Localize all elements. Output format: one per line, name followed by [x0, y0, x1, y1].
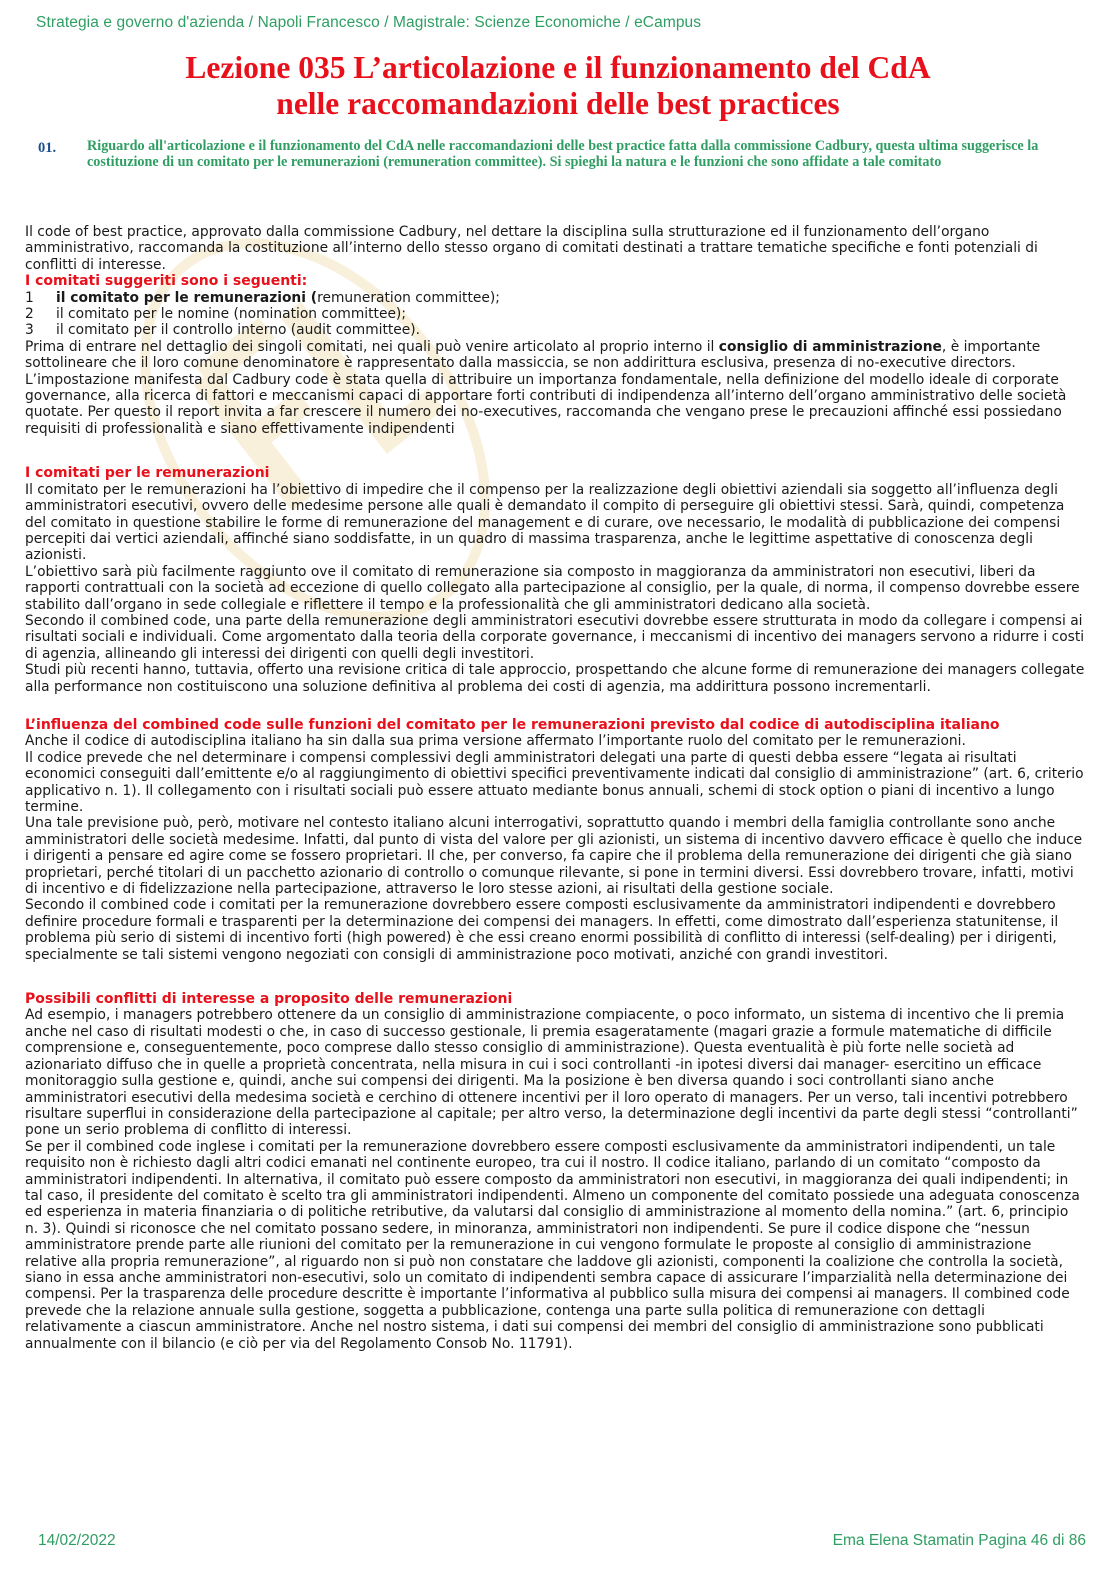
section-heading-conflitti: Possibili conflitti di interesse a proposito delle remunerazioni — [25, 991, 513, 1008]
answer-body — [25, 224, 1085, 1352]
footer-page-info: Ema Elena Stamatin Pagina 46 di 86 — [832, 1532, 1086, 1549]
running-header: Strategia e governo d'azienda / Napoli Francesco / Magistrale: Scienze Economiche / eCampus — [36, 14, 702, 31]
list-item-text: remuneration committee); — [317, 289, 500, 306]
list-item-number: 2 — [25, 306, 34, 323]
list-item-bold: il comitato per le remunerazioni ( — [56, 289, 318, 306]
paragraph: L’obiettivo sarà più facilmente raggiunto ove il comitato di remunerazione sia composto in maggioranza da amministratori non esecutivi, liberi da rapporti contrattuali con la società ad eccezione di quello collegato alla partecipazione al consiglio, per la quale, di norma, il compenso dovrebbe essere stabilito dall’organo in sede collegiale e riflettere il tempo e la professionalità che gli amministratori dedicano alla società. — [25, 563, 1080, 613]
intro-paragraph-2: Prima di entrare nel dettaglio dei singoli comitati, nei quali può venire articolato al proprio interno il consiglio di amministrazione, è importante sottolineare che il loro comune denominatore è rappresentato dalla massiccia, se non addirittura esclusiva, presenza di no-executive directors. L’impostazione manifesta dal Cadbury code è stata quella di attribuire un importanza fondamentale, nella definizione del modello ideale di corporate governance, alla ricerca di fattori e meccanismi capaci di apportare forti contributi di indipendenza all’interno dell’organo amministrativo delle società quotate. Per questo il report invita a far crescere il numero dei no-executives, raccomanda che vengano prese le precauzioni affinché essi possiedano requisiti di professionalità e siano effettivamente indipendenti — [25, 338, 1067, 437]
list-item — [25, 290, 1085, 306]
paragraph: Il codice prevede che nel determinare i compensi complessivi degli amministratori delegati una parte di questi debba essere “legata ai risultati economici conseguiti dall’emittente e/o al raggiungimento di obiettivi specifici preventivamente indicati dal consiglio di amministrazione” (art. 6, criterio applicativo n. 1). Il collegamento con i risultati sociali può essere attuato mediante bonus annuali, schemi di stock option o piani di incentivo a lungo termine. — [25, 749, 1084, 815]
section-heading-remunerazioni: I comitati per le remunerazioni — [25, 465, 270, 482]
paragraph: Secondo il combined code, una parte della remunerazione degli amministratori esecutivi dovrebbe essere strutturata in modo da collegare i compensi ai risultati sociali e individuali. Come argomentato dalla teoria della corporate governance, i meccanismi di incentivo dei managers servono a ridurre i costi di agenzia, allineando gli interessi dei dirigenti con quelli degli investitori. — [25, 612, 1085, 662]
list-item-text: il comitato per il controllo interno (audit committee). — [56, 322, 421, 339]
lesson-title-line1: Lezione 035 L’articolazione e il funzionamento del CdA — [185, 50, 931, 85]
list-item-text: il comitato per le nomine (nomination committee); — [56, 306, 406, 323]
paragraph: Anche il codice di autodisciplina italiano ha sin dalla sua prima versione affermato l’importante ruolo del comitato per le remunerazioni. — [25, 733, 966, 750]
lesson-title — [40, 50, 1076, 122]
paragraph: Il comitato per le remunerazioni ha l’obiettivo di impedire che il compenso per la realizzazione degli obiettivi aziendali sia soggetto all’influenza degli amministratori esecutivi, ovvero delle medesime persone alle quali è demandato il compito di perseguire gli obiettivi stessi. Sarà, quindi, competenza del comitato in questione stabilire le forme di remunerazione del management e di curare, ove necessario, le modalità di pubblicazione dei compensi percepiti dai vertici aziendali, affinché siano soddisfatte, in un quadro di massima trasparenza, anche le legittime aspettative di conoscenza degli azionisti. — [25, 481, 1065, 564]
paragraph: Secondo il combined code i comitati per la remunerazione dovrebbero essere composti esclusivamente da amministratori indipendenti e dovrebbero definire procedure formali e trasparenti per la determinazione dei compensi dei managers. In effetti, come dimostrato dall’esperienza statunitense, il problema più serio di sistemi di incentivo forti (high powered) è che essi creano enormi possibilità di conflitto di interessi (self-dealing) per i dirigenti, specialmente se tali sistemi vengono negoziati con consigli di amministrazione poco motivati, anziché con grandi investitori. — [25, 897, 1059, 963]
bold-term: consiglio di amministrazione — [718, 338, 942, 355]
list-item-number: 3 — [25, 322, 34, 339]
paragraph: Ad esempio, i managers potrebbero ottenere da un consiglio di amministrazione compiacente, o poco informato, un sistema di incentivo che li premia anche nel caso di risultati modesti o che, in caso di successo gestionale, li premia esageratamente (magari grazie a formule matematiche di difficile comprensione e, conseguentemente, poco comprese dallo stesso consiglio di amministrazione). Questa eventualità è più forte nelle società ad azionariato diffuso che in quelle a proprietà concentrata, nella misura in cui i soci controllanti -in ipotesi diversi dai manager- esercitino un efficace monitoraggio sulla gestione e, quindi, anche sui compensi dei dirigenti. Ma la posizione è ben diversa quando i soci controllanti siano anche amministratori esecutivi della medesima società e cerchino di ottenere incentivi per il loro operato di managers. Per un verso, tali incentivi potrebbero risultare superflui in considerazione della partecipazione al capitale; per altro verso, la determinazione degli incentivi da parte degli stessi “controllanti” pone un serio problema di conflitto di interessi. — [25, 1007, 1078, 1139]
list-item — [25, 322, 1085, 338]
question-number: 01. — [38, 140, 57, 156]
intro-paragraph: Il code of best practice, approvato dalla commissione Cadbury, nel dettare la disciplina sulla strutturazione ed il funzionamento dell’organo amministrativo, raccomanda la costituzione all’interno dello stesso organo di comitati destinati a trattare tematiche specifiche e fonti potenziali di conflitti di interesse. — [25, 224, 1038, 273]
list-item — [25, 306, 1085, 322]
section-heading-combined-code: L’influenza del combined code sulle funzioni del comitato per le remunerazioni previsto dal codice di autodisciplina italiano — [25, 716, 1000, 733]
footer-date: 14/02/2022 — [38, 1532, 116, 1549]
question-text: Riguardo all'articolazione e il funzionamento del CdA nelle raccomandazioni delle best practice fatta dalla commissione Cadbury, questa ultima suggerisce la costituzione di un comitato per le remunerazioni (remuneration committee). Si spieghi la natura e le funzioni che sono affidate a tale comitato — [87, 138, 1039, 171]
lesson-title-line2: nelle raccomandazioni delle best practices — [276, 86, 840, 121]
committees-heading: I comitati suggeriti sono i seguenti: — [25, 273, 308, 290]
paragraph: Studi più recenti hanno, tuttavia, offerto una revisione critica di tale approccio, prospettando che alcune forme di remunerazione dei managers collegate alla performance non costituiscono una soluzione definitiva al problema dei costi di agenzia, ma addirittura possono incrementarli. — [25, 662, 1085, 695]
paragraph: Se per il combined code inglese i comitati per la remunerazione dovrebbero essere composti esclusivamente da amministratori indipendenti, un tale requisito non è richiesto dagli altri codici emanati nel continente europeo, tra cui il nostro. Il codice italiano, parlando di un comitato “composto da amministratori indipendenti. In alternativa, il comitato può essere composto da amministratori non esecutivi, in maggioranza dei quali indipendenti; in tal caso, il presidente del comitato è scelto tra gli amministratori indipendenti. Almeno un componente del comitato possiede una adeguata conoscenza ed esperienza in materia finanziaria o di politiche retributive, da valutarsi dal consiglio di amministrazione al momento della nomina.” (art. 6, principio n. 3). Quindi si riconosce che nel comitato possano sedere, in minoranza, amministratori non indipendenti. Se pure il codice dispone che “nessun amministratore prende parte alle riunioni del comitato per la remunerazione in cui vengono formulate le proposte al consiglio di amministrazione relative alla propria remunerazione”, al riguardo non si può non constatare che laddove gli azionisti, componenti la coalizione che controlla la società, siano in essa anche amministratori non-esecutivi, solo un comitato di indipendenti sembra capace di assicurare l’imparzialità nella determinazione dei compensi. Per la trasparenza delle procedure descritte è importante l’informativa al pubblico sulla misura dei compensi ai managers. Il combined code prevede che la relazione annuale sulla gestione, soggetta a pubblicazione, contenga una parte sulla politica di remunerazione con dettagli relativamente a ciascun amministratore. Anche nel nostro sistema, i dati sui compensi dei membri del consiglio di amministrazione sono pubblicati annualmente con il bilancio (e ciò per via del Regolamento Consob No. 11791). — [25, 1138, 1080, 1352]
paragraph: Una tale previsione può, però, motivare nel contesto italiano alcuni interrogativi, soprattutto quando i membri della famiglia controllante sono anche amministratori delle società medesime. Infatti, dal punto di vista del valore per gli azionisti, un sistema di incentivo davvero efficace è quello che induce i dirigenti a pensare ed agire come se fossero proprietari. Il che, per converso, fa capire che il problema della remunerazione dei dirigenti che già siano proprietari, perché titolari di un pacchetto azionario di controllo o comunque rilevante, si pone in termini diversi. Essi dovrebbero trovare, infatti, motivi di incentivo e di fidelizzazione nella partecipazione, attraverso le loro stesse azioni, ai risultati della gestione sociale. — [25, 815, 1083, 898]
list-item-number: 1 — [25, 289, 34, 306]
committees-list — [25, 290, 1085, 339]
